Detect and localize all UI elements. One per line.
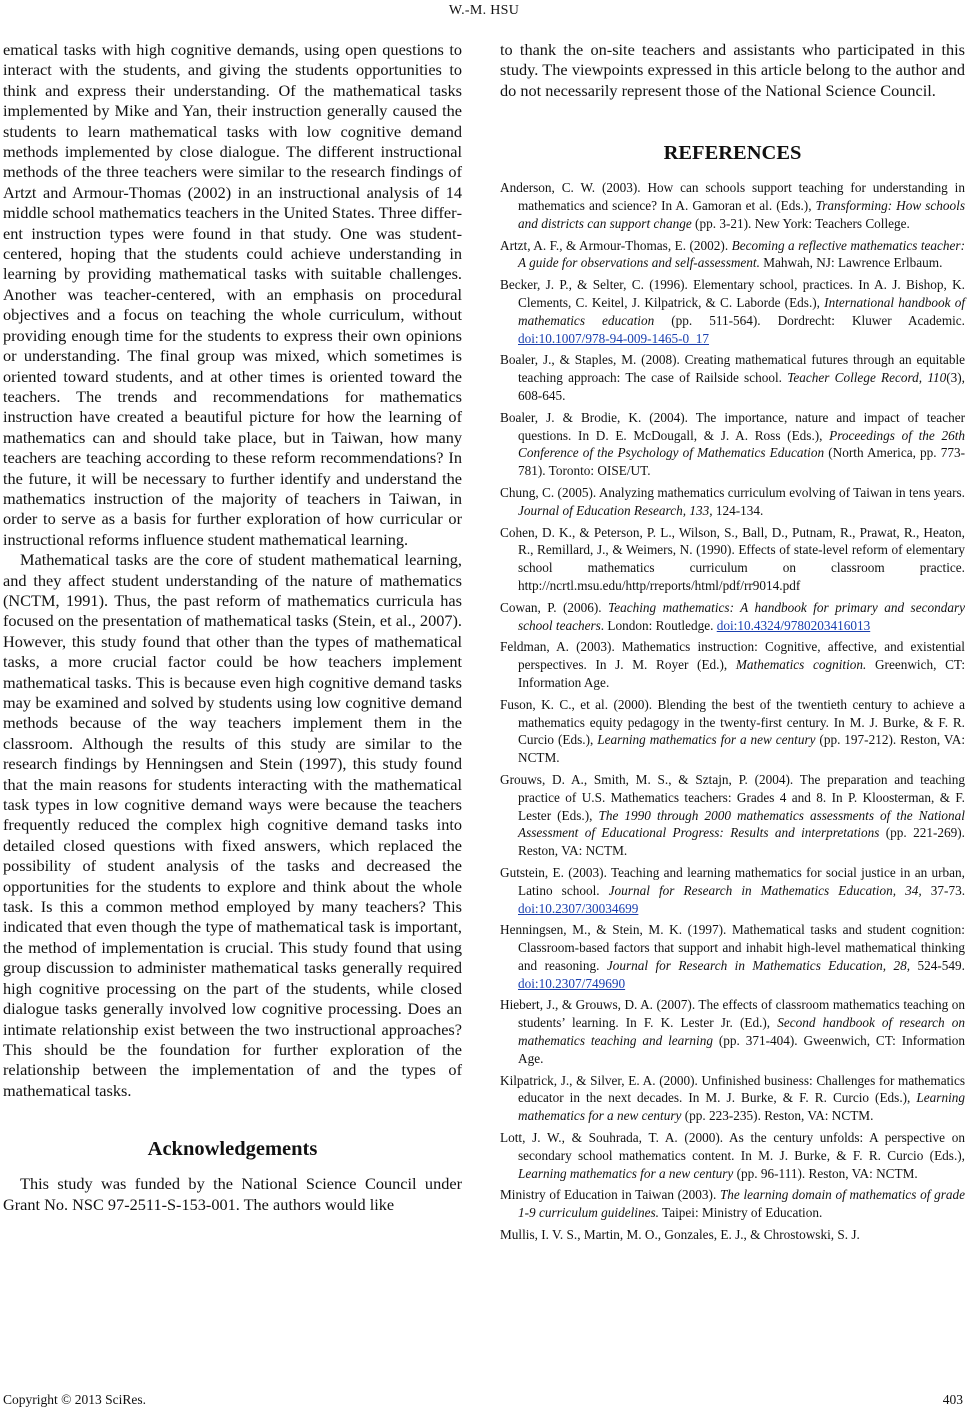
body-paragraph: Mathematical tasks are the core of student mathematical learning, and they affect student understanding of the nature of mathematics (NCTM, 1991). Thus, the past reform of mathematics curricula has focused on the presentation of mathematical tasks (Stein, et al., 2007). However, this study found that other than the types of mathematical tasks, a more crucial factor could be how teachers implement mathematical tasks. This is because even high cognitive demand tasks may be examined and solved by students using low cognitive demand methods because of the way teachers implement them in the classroom. Although the results of this study are similar to the research findings by Henningsen and Stein (1997), this study found that the main reasons for students interacting with the mathematical task types in low cognitive demand ways were because the teachers frequently reduced the complex high cognitive demand tasks into detailed closed questions with fixed answers, which replaced the possibility of student analysis of the tasks and decreased the opportunities for the students to explore and think about the whole task. Is this a common method employed by many teachers? This indicated that even though the type of mathematical task is important, the method of implementation is crucial. This study found that using group discussion to administer mathematical tasks generally required high cognitive processing on the part of the students, while closed dialogue tasks generally involved low cognitive processing. Does an intimate relationship exist between the two instructional approaches? This should be the foundation for further exploration of the relationship between the implementation of and the types of mathematical tasks.	[3, 550, 462, 1100]
reference-text: 124-134.	[712, 502, 764, 518]
reference-text: (pp. 197-212). Reston, VA: NCTM.	[518, 732, 965, 766]
reference-entry	[500, 599, 965, 635]
reference-text: Cohen, D. K., & Peterson, P. L., Wilson, S., Ball, D., Putnam, R., Prawat, R., Heaton, R., Remillard, J., & Weimers, N. (1990). Effects of state-level reform of elementary school mathematics curriculum on classroom practice. http://ncrtl.msu.edu/http/rreports/html/pdf/rr9014.pdf	[500, 524, 965, 593]
body-paragraph: ematical tasks with high cognitive demands, using open questions to interact with the students, and giving the students opportunities to think and express their understanding. Of the mathematical tasks implemented by Mike and Yan, their instruction generally caused the students to learn mathematical tasks with low cognitive demand methods implemented by close dialogue. The different instructional methods of the three teachers were similar to the research findings of Artzt and Armour-Thomas (2002) in an instructional analysis of 14 middle school mathematics teachers in the United States. Three different instruction types were found in that study. One was student-centered, hoping that the students could achieve understanding in learning by providing mathematical tasks with suitable challenges. Another was teacher-centered, with an emphasis on procedural objectives and a focus on teaching the whole curriculum, without providing enough time for the students to express their own opinions or understanding. The final group was mixed, which sometimes is oriented toward students, and at other times is oriented toward the teachers. The trends and recommendations for mathematics instruction have created a beautiful picture for how the learning of mathematics can and should take place, but in Taiwan, how many teachers are teaching according to these reform recommendations? In the future, it will be necessary to further identify and understand the mathematics instruction of the majority of teachers in Taiwan, in order to serve as a basis for further exploration of how curricular or instructional reforms influence student mathematical learning.	[3, 40, 462, 549]
reference-text: (pp. 371-404). Gweenwich, CT: Information Age.	[518, 1033, 966, 1066]
reference-text: (pp. 221-269). Reston, VA: NCTM.	[518, 825, 965, 859]
reference-title: Learning mathematics for a new century	[518, 1165, 734, 1181]
reference-text: Grouws, D. A., Smith, M. S., & Sztajn, P. (2004). The preparation and teaching practice of U.S. Mathematics teachers: Grades 4 and 8. In P. Kloosterman, & F. Lester (Eds.),	[500, 771, 965, 823]
reference-text: Henningsen, M., & Stein, M. K. (1997). Mathematical tasks and student cognition: Classroom-based factors that support and inhabit high-level mathematical thinking and reasoning.	[500, 922, 965, 973]
reference-text: Artzt, A. F., & Armour-Thomas, E. (2002).	[500, 237, 732, 253]
reference-text: Ministry of Education in Taiwan (2003).	[500, 1187, 720, 1203]
right-column	[500, 40, 965, 1248]
reference-title: Journal of Education Research, 133,	[518, 502, 713, 518]
reference-entry	[500, 1129, 965, 1182]
reference-title: Journal for Research in Mathematics Education, 34,	[608, 882, 922, 898]
reference-title: Learning mathematics for a new century	[597, 732, 816, 748]
copyright-notice: Copyright © 2013 SciRes.	[3, 1392, 147, 1407]
reference-text: (pp. 511-564). Dordrecht: Kluwer Academic.	[654, 312, 965, 328]
reference-entry	[500, 696, 965, 767]
reference-text: 37-73.	[921, 882, 966, 898]
doi-link[interactable]: doi:10.1007/978-94-009-1465-0_17	[518, 330, 710, 346]
reference-entry	[500, 771, 965, 860]
acknowledgements-text: This study was funded by the National Science Council under Grant No. NSC 97-2511-S-153-001. The authors would like	[3, 1174, 462, 1214]
reference-text: Boaler, J., & Staples, M. (2008). Creating mathematical futures through an equitable teaching approach: The case of Railside school.	[500, 352, 965, 386]
reference-entry	[500, 1186, 965, 1222]
reference-title: International handbook of mathematics education	[518, 295, 965, 328]
page-number: 403	[942, 1392, 963, 1407]
doi-link[interactable]: doi:10.4324/9780203416013	[716, 617, 871, 633]
reference-entry	[500, 524, 965, 595]
reference-text: (pp. 223-235). Reston, VA: NCTM.	[681, 1108, 874, 1124]
references-heading: REFERENCES	[663, 142, 802, 165]
reference-text: . London: Routledge.	[600, 617, 717, 633]
running-head: W.-M. HSU	[448, 3, 520, 18]
reference-entry	[500, 276, 965, 347]
reference-title: Journal for Research in Mathematics Education, 28,	[606, 957, 911, 973]
doi-link[interactable]: doi:10.2307/30034699	[518, 900, 639, 916]
reference-text: (pp. 96-111). Reston, VA: NCTM.	[733, 1165, 918, 1181]
reference-text: (3), 608-645.	[518, 370, 965, 403]
reference-entry	[500, 237, 965, 273]
reference-title: Proceedings of the 26th Conference of the Psychology of Mathematics Education	[518, 427, 965, 461]
reference-text: Feldman, A. (2003). Mathematics instruction: Cognitive, affective, and existential perspectives. In J. M. Royer (Ed.),	[500, 639, 965, 673]
reference-text: Hiebert, J., & Grouws, D. A. (2007). The effects of classroom mathematics teaching on students’ learning. In F. K. Lester Jr. (Ed.),	[500, 997, 965, 1031]
reference-text: Chung, C. (2005). Analyzing mathematics curriculum evolving of Taiwan in tens years.	[500, 484, 965, 500]
reference-entry	[500, 1072, 965, 1125]
reference-list	[500, 179, 965, 1244]
doi-link[interactable]: doi:10.2307/749690	[518, 975, 626, 991]
reference-title: The 1990 through 2000 mathematics assessments of the National Assessment of Educational Progress: Results and interpretations	[518, 807, 965, 841]
reference-entry	[500, 996, 965, 1067]
reference-text: 524-549.	[910, 957, 965, 973]
reference-entry	[500, 864, 965, 917]
reference-text: Becker, J. P., & Selter, C. (1996). Elementary school, practices. In A. J. Bishop, K. Clements, C. Keitel, J. Kilpatrick, & C. Laborde (Eds.),	[500, 277, 965, 310]
reference-title: Mathematics cognition.	[735, 657, 867, 673]
reference-entry	[500, 484, 965, 520]
reference-entry	[500, 409, 965, 480]
reference-entry	[500, 351, 965, 404]
reference-title: Becoming a reflective mathematics teacher: A guide for observations and self-assessment.	[518, 237, 965, 271]
reference-text: Cowan, P. (2006).	[500, 599, 609, 615]
reference-text: Boaler, J. & Brodie, K. (2004). The importance, nature and impact of teacher questions. In D. E. McDougall, & J. A. Ross (Eds.),	[500, 409, 965, 443]
reference-title: Transforming: How schools and districts can support change	[518, 198, 965, 231]
reference-text: Lott, J. W., & Souhrada, T. A. (2000). As the century unfolds: A perspective on secondary school mathematics content. In M. J. Burke, & F. R. Curcio (Eds.),	[500, 1130, 965, 1163]
reference-text: Fuson, K. C., et al. (2000). Blending the best of the twentieth century to achieve a mathematics equity pedagogy in the twenty-first century. In M. J. Burke, & F. R. Curcio (Eds.),	[500, 696, 965, 748]
reference-text: Kilpatrick, J., & Silver, E. A. (2000). Unfinished business: Challenges for mathematics educator in the next decades. In M. J. Burke, & F. R. Curcio (Eds.),	[500, 1072, 965, 1106]
left-column	[3, 40, 462, 1215]
reference-entry	[500, 1226, 965, 1244]
acknowledgements-heading: Acknowledgements	[147, 1138, 318, 1161]
reference-title: Teacher College Record, 110	[787, 370, 947, 386]
reference-title: The learning domain of mathematics of grade 1-9 curriculum guidelines.	[518, 1187, 965, 1221]
reference-entry	[500, 179, 965, 232]
reference-entry	[500, 638, 965, 691]
reference-text: (pp. 3-21). New York: Teachers College.	[691, 215, 910, 231]
acknowledgements-continued: to thank the on-site teachers and assistants who participated in this study. The viewpoints expressed in this article belong to the author and do not necessarily represent those of the National Science Council.	[500, 40, 965, 100]
reference-title: Teaching mathematics: A handbook for primary and secondary school teachers	[518, 599, 966, 633]
reference-text: Greenwich, CT: Information Age.	[518, 657, 966, 690]
reference-entry	[500, 921, 965, 992]
reference-text: (North America, pp. 773-781). Toronto: OISE/UT.	[518, 445, 965, 479]
reference-text: Taipei: Ministry of Education.	[658, 1205, 823, 1221]
reference-text: Gutstein, E. (2003). Teaching and learning mathematics for social justice in an urban, Latino school.	[500, 864, 965, 898]
reference-text: Anderson, C. W. (2003). How can schools support teaching for understanding in mathematics and science? In A. Gamoran et al. (Eds.),	[500, 180, 965, 214]
reference-title: Second handbook of research on mathematics teaching and learning	[518, 1015, 965, 1049]
reference-text: Mullis, I. V. S., Martin, M. O., Gonzales, E. J., & Chrostowski, S. J.	[500, 1227, 860, 1243]
reference-text: Mahwah, NJ: Lawrence Erlbaum.	[759, 255, 943, 271]
reference-title: Learning mathematics for a new century	[518, 1090, 965, 1124]
